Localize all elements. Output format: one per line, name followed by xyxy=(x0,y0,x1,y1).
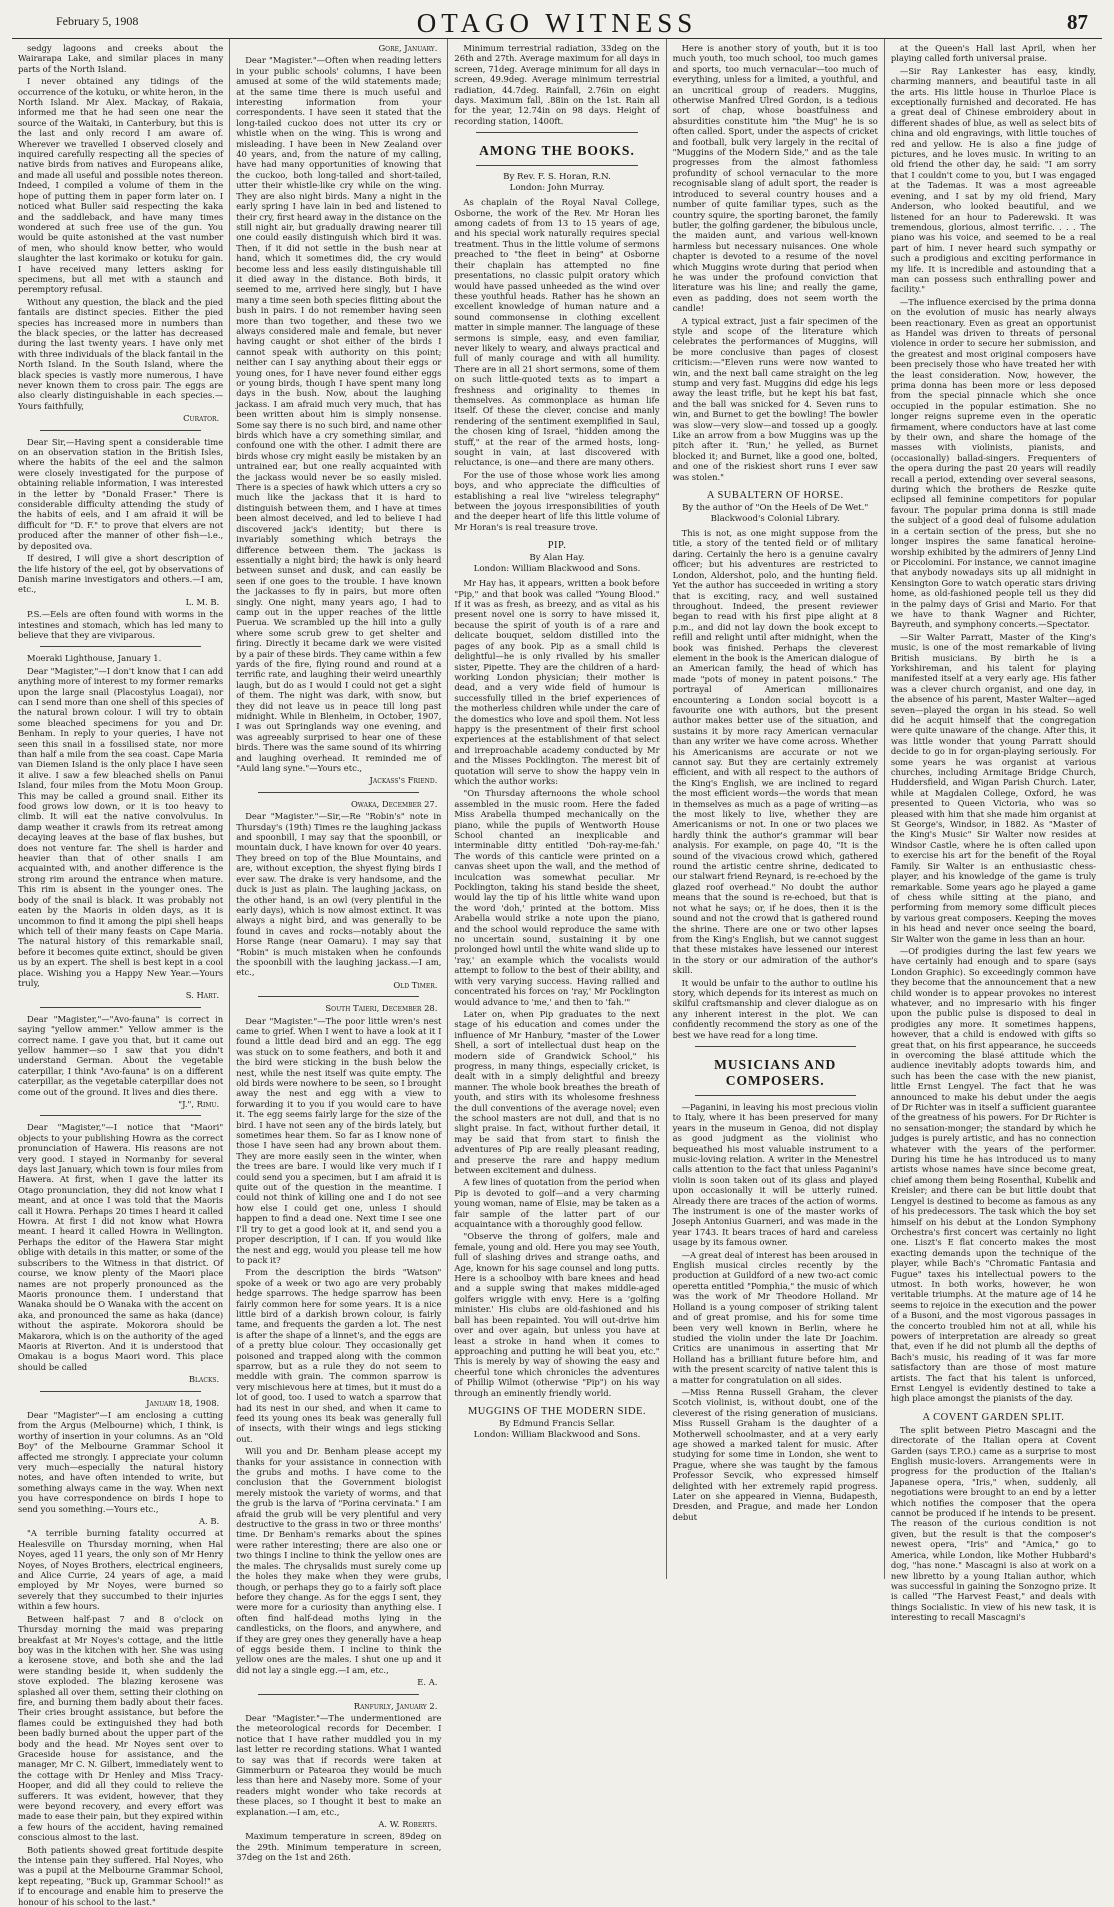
byline: By Rev. F. S. Horan, R.N. xyxy=(503,172,611,183)
divider-rule xyxy=(40,646,201,647)
divider-rule xyxy=(40,1391,201,1392)
page-number: 87 xyxy=(1067,10,1088,34)
signature: L. M. B. xyxy=(185,596,220,607)
column-1 xyxy=(12,39,230,1907)
paragraph: —Miss Renna Russell Graham, the clever Scotch violinist, is, without doubt, one of the cleverest of the rising generation of musicians. Miss Russell Graham is the daughter of a Motherwell schoolmaster, and at a very early age showed a marked talent for music. After studying for some time in London, she went to Prague, where she was taught by the famous Professor Sevcik, who expressed himself delighted with her extremely rapid progress. Later on she appeared in Vienna, Budapesth, Dresden, and Prague, and made her London debut xyxy=(672,1386,878,1522)
byline: By the author of "On the Heels of De Wet." xyxy=(682,503,869,514)
paragraph: —A great deal of interest has been aroused in English musical circles recently by the production at Guildford of a new two-act comic operetta entitled "Pomphia," the music of which was the work of Mr Theodore Holland. Mr Holland is a young composer of striking talent and of great promise, and his for some time been very well known in Berlin, where he studied the violin under the late Dr Joachim. Critics are unanimous in asserting that Mr Holland has a brilliant future before him, and with the present scarcity of native talent this is a matter for congratulation on all sides. xyxy=(672,1249,878,1385)
newspaper-title: OTAGO WITNESS xyxy=(416,8,698,38)
column-5 xyxy=(885,39,1102,1623)
review-title: MUGGINS OF THE MODERN SIDE. xyxy=(467,1405,647,1417)
paragraph: If desired, I will give a short description of the life history of the eel, got by observations of Danish marine investigators and others.—I am, etc., xyxy=(18,553,224,595)
column-2 xyxy=(230,39,448,1863)
paragraph: Dear "Magister,"—"Avo-fauna" is correct in saying "yellow ammer." Yellow ammer is the correct name. I gave you that, but it came out yellow hammer—so I saw that you didn't understand German. About the vegetable caterpillar, I think "Avo-fauna" is on a different caterpillar, as the vegetable caterpillar does not come out of the ground. It lives and dies there. xyxy=(18,1013,224,1097)
paragraph: For the use of those whose work lies among boys, and who appreciate the difficulties of establishing a real live "wireless telegraphy" between the joyous irresponsibilities of youth and the deeper heart of life this little volume of Mr Horan's is real treasure trove. xyxy=(454,469,660,532)
paragraph: From the description the birds "Watson" spoke of a week or two ago are very probably hedge sparrows. The hedge sparrow has been fairly common here for some years. It is a nice little bird of a darkish brown colour, is fairly tame, and frequents the garden a lot. The nest is after the shape of a linnet's, and the eggs are of a pretty blue colour. They occasionally get poisoned and trapped along with the common sparrow, but as a rule they do not seem to meddle with grain. The common sparrow is very mischievous here at times, but it must do a lot of good, too. I used to watch a sparrow that had its nest in our shed, and when it came to feed its young ones its beak was generally full of insects, with their wings and legs sticking out. xyxy=(236,1267,442,1444)
column-3 xyxy=(448,39,666,1579)
divider-rule xyxy=(40,1115,201,1116)
paragraph: Here is another story of youth, but it is too much youth, too much school, too much games and sports, too much vernacular—too much of everything, unless for a limited, a youthful, and an uncritical group of readers. Muggins, otherwise Manfred Ulred Gordon, is a tedious sort of chap, whose boastfulness and absurdities constitute him "the Mug" he is so often called. Sport, under the aspects of cricket and football, bulk very largely in the recital of "Muggins of the Modern Side," and as the tale progresses from the almost fathomless profundity of school vernacular to the more recognisable slang of adult sport, the reader is introduced to several country houses and a number of quite familiar types, such as the country squire, the sporting baronet, the family butler, the golfing gardener, the bibulous uncle, the maiden aunt, and various well-known harmless but necessary nuisances. One whole chapter is devoted to a resume of the novel which Muggins wrote during that period when he was under the profound conviction that literature was his line; and really the game, even as padding, does not seem worth the candle! xyxy=(672,43,878,314)
section-heading: MUSICIANS AND COMPOSERS. xyxy=(714,1056,837,1088)
section-heading: AMONG THE BOOKS. xyxy=(479,143,635,159)
publisher: London: John Murray. xyxy=(509,183,605,194)
signature: Jackass's Friend. xyxy=(369,775,438,786)
signature: A. B. xyxy=(199,1516,220,1527)
signature: A. W. Roberts. xyxy=(378,1819,438,1830)
dateline: Gore, January. xyxy=(378,43,438,53)
byline: By Alan Hay. xyxy=(529,553,585,564)
paragraph: Dear "Magister."—Sir,—Re "Robin's" note in Thursday's (19th) Times re the laughing jackass and spoonbill, I may say that the spoonbill, or mountain duck, I have known for over 40 years. They breed on top of the Blue Mountains, and are, without exception, the shyest flying birds I ever saw. The drake is very handsome, and the duck is just as plain. The laughing jackass, on the other hand, is an owl (very plentiful in the early days), which is now almost extinct. It was always a night bird, and was generally to be found in caves and rocks—notably about the Horse Range (near Oamaru). I may say that "Robin" is much mistaken when he confounds the spoonbill with the laughing jackass.—I am, etc., xyxy=(236,811,442,978)
masthead xyxy=(12,8,1102,39)
divider-rule xyxy=(476,132,637,133)
review-title: PIP. xyxy=(547,540,567,552)
paragraph: Maximum temperature in screen, 89deg on the 29th. Minimum temperature in screen, 37deg on the 1st and 26th. xyxy=(236,1831,442,1863)
paragraph: —Paganini, in leaving his most precious violin to Italy, where it has been preserved for many years in the museum in Genoa, did not display as good judgment as the violinist who bequeathed his most valuable instrument to a music-loving relation. A writer in the Menestrel calls attention to the fact that unless Paganini's violin is soon taken out of its glass and played upon occasionally it will be utterly ruined. Already there are traces of the action of worms. The instrument is one of the master works of Joseph Antonius Guarneri, and was made in the year 1743. It bears traces of hard and careless usage by its famous owner. xyxy=(672,1101,878,1248)
signature: Curator. xyxy=(183,413,220,424)
publisher: Blackwood's Colonial Library. xyxy=(710,514,840,525)
signature: "J.", Rimu. xyxy=(178,1099,220,1109)
divider-rule xyxy=(258,1694,419,1695)
paragraph: at the Queen's Hall last April, when her playing called forth universal praise. xyxy=(890,43,1097,64)
paragraph: Dear "Magister."—The poor little wren's nest came to grief. When I went to have a look at it I found a little dead bird and an egg. The egg was stuck on to some feathers, and both it and the bird were sticking in the bush below the nest, while the nest itself was quite empty. The old birds were nowhere to be seen, so I brought away the nest and egg with a view to forwarding it to you if you would care to have it. The egg seems fairly large for the size of the bird. I have not seen any of the birds lately, but sometimes hear them. So far as I know none of those I have seen had any brown about them. They are more easily seen in the winter, when the trees are bare. I would like very much if I could send you a specimen, but I am afraid it is quite out of the question in the meantime. I could not think of killing one and I do not see how else I could get one, unless I should happen to find a dead one. Next time I see one I'll try to get a good look at it, and send you a proper description, if I can. If you would like the nest and egg, would you please tell me how to pack it? xyxy=(236,1015,442,1265)
paragraph: sedgy lagoons and creeks about the Wairarapa Lake, and similar places in many parts of the North Island. xyxy=(18,43,224,74)
paragraph: I never obtained any tidings of the occurrence of the kotuku, or white heron, in the North Island. Mr Alex. Mackay, of Rakaia, informed me that he had seen one near the source of the Waitaki, in Canterbury, but this is the last and only record I am aware of. Wherever we travelled I observed closely and inquired carefully respecting all the species of native birds from natives and Europeans alike, and made all useful and possible notes thereon. Indeed, I compiled a volume of them in the hope of putting them in paper form later on. I noticed what Buller said respecting the kaka and the saddleback, and have many times wondered at such free use of the gun. You would be quite astonished at the vast number of men, who should know better, who would slaughter the last korimako or kotuku for gain. I have received many letters asking for specimens, but all met with a staunch and peremptory refusal. xyxy=(18,76,224,295)
signature: S. Hart. xyxy=(185,990,220,1001)
dateline: Ranfurly, January 2. xyxy=(353,1700,438,1711)
paragraph: "A terrible burning fatality occurred at Healesville on Thursday morning, when Hal Noyes, aged 11 years, the only son of Mr Henry Noyes, of Noyes Brothers, electrical engineers, and Alice Currie, 24 years of age, a maid employed by Mr Noyes, were burned so severely that they succumbed to their injuries within a few hours. xyxy=(18,1528,224,1612)
paragraph: A typical extract, just a fair specimen of the style and scope of the literature which celebrates the performances of Muggins, will be more conclusive than pages of closest criticism:—"Eleven runs were now wanted to win, and the next ball came straight on the leg stump and very fast. Muggins did edge his legs away the least trifle, but he kept his bat fast, and the ball was snicked for 4. Seven runs to win, and Burnet to get the bowling! The bowler was slow—very slow—and tossed up a googly. Like an arrow from a bow Muggins was up the pitch after it. 'Run,' he yelled, as Burnet blocked it; and Burnet, like a good one, bolted, and one of the riskiest short runs I ever saw was stolen." xyxy=(672,315,878,482)
divider-rule xyxy=(40,430,201,431)
paragraph: As chaplain of the Royal Naval College, Osborne, the work of the Rev. Mr Horan lies among cadets of from 13 to 15 years of age, and his special work naturally requires special treatment. Thus in the little volume of sermons preached to "the fleet in being" at Osborne their chaplain has attempted no fine presentations, no classic pulpit oratory which would have passed unheeded as the wind over these youthful heads. Rather has he shown an excellent knowledge of human nature and a sound commonsense in clothing excellent matter in simple manner. The language of these sermons is simple, easy, and even familiar, never likely to weary, and always practical and full of manly courage and with all humility. There are in all 21 short sermons, some of them on such little-quoted texts as to impart a freshness and originality to themes in themselves. As commonplace as human life itself. Of these the clever, concise and manly rendering of the sentiment exemplified in Saul, the chosen king of Israel, "hidden among the stuff," at the rear of the armed hosts, long-sought in vain, at last discovered with reluctance, is one—and there are many others. xyxy=(454,197,660,468)
divider-rule xyxy=(476,165,637,166)
paragraph: Later on, when Pip graduates to the next stage of his education and comes under the influence of Mr Hanbury, "master of the Lower Shell, a sort of intellectual dust heap on the modern side of Grandwick School," his progress, in many things, especially cricket, is dealt with in a simply delightful and breezy manner. The whole book breathes the breath of youth, and stirs with its wholesome freshness the dull conventions of the average novel; even the school masters are not dull, and that is no slight praise. In fact, without further detail, it may be said that from start to finish the adventures of Pip are really pleasant reading, and preserve the rare and happy medium between excitement and dulness. xyxy=(454,1008,660,1175)
dateline: January 18, 1908. xyxy=(146,1397,220,1408)
paragraph: Dear "Magister"—I am enclosing a cutting from the Argus (Melbourne) which, I think, is worthy of insertion in your columns. As an "Old Boy" of the Melbourne Grammar School it affected me strongly. I appreciate your column very much—especially the natural history notes, and have often intended to write, but something always came in the way. When next you have correspondence on birds I hope to send you something.—Yours etc., xyxy=(18,1409,224,1514)
paragraph: Both patients showed great fortitude despite the intense pain they suffered. Hal Noyes, who was a pupil at the Melbourne Grammar School, kept repeating, "Buck up, Grammar School!" as if to encourage and enable him to preserve the honour of his school to the last." xyxy=(18,1844,224,1907)
dateline: Owaka, December 27. xyxy=(350,798,438,809)
paragraph: It would be unfair to the author to outline his story, which depends for its interest as much on skilful craftsmanship and clever dialogue as on any inherent interest in the plot. We can confidently recommend the story as one of the best we have read for a long time. xyxy=(672,977,878,1040)
signature: E. A. xyxy=(417,1677,438,1688)
paragraph: Dear Sir,—Having spent a considerable time on an observation station in the British Isles, where the habits of the eel and the salmon were closely investigated for the purpose of obtaining reliable information, I was interested in the letter by "Donald Fraser." There is considerable difficulty attending the study of the habits of eels, and I am afraid it will be difficult for "D. F." to prove that elvers are not produced after the manner of other fish—i.e., by deposited ova. xyxy=(18,436,224,551)
paragraph: Dear "Magister."—The undermentioned are the meteorological records for December. I notice that I have rather muddled you in my last letter re recording stations. What I wanted to say was that if records were taken at Gimmerburn or Patearoa they would be much less than here and Naseby more. Some of your readers might wonder who take records at these places, so I thought it best to make an explanation.—I am, etc., xyxy=(236,1712,442,1817)
publisher: London: William Blackwood and Sons. xyxy=(473,1429,641,1440)
paragraph: P.S.—Eels are often found with worms in the intestines and stomach, which has led many to believe that they are viviparous. xyxy=(18,609,224,640)
paragraph: Dear "Magister."—Often when reading letters in your public schools' columns, I have been amused at some of the wild statements made; at the same time there is much useful and interesting information from your correspondents. I have seen it stated that the long-tailed cuckoo does not utter its cry or whistle when on the wing. This is wrong and misleading. I have been in New Zealand over 40 years, and, from the nature of my calling, have had many opportunities of knowing that the cuckoo, both long-tailed and short-tailed, utter their whistle-like cry while on the wing. They are also night birds. Many a night in the early spring I have lain in bed and listened to their cry, first heard away in the distance on the still night air, but gradually drawing nearer till one could easily distinguish which bird it was. Then, if it did not settle in the bush near at hand, which it sometimes did, the cry would become less and less easily distinguishable till it died away in the distance. Both birds, it seemed to me, arrived here singly, but I have many a time seen both species flitting about the bush in pairs. I do not remember having seen more than two together, and these two we always considered male and female, but never having caught or shot either of the birds I cannot speak with authority on this point; neither can I say anything about their eggs or young ones, for I have never found either eggs or young birds, though I have spent many long days in the bush. Now, about the laughing jackass. I am afraid much very much, that has been written about him is simply nonsense. Some say there is no such bird, and name other birds which have a cry something similar, and confound one with the other. I admit there are birds whose cry might easily be mistaken by an untrained ear, but one really acquainted with the jackass would never be so easily misled. There is a species of hawk which utters a cry so much like the jackass that it is hard to distinguish between them, and I have at times been almost deceived, and led to believe I had discovered jack's identity; but there is invariably something which betrays the difference between them. The jackass is essentially a night bird; the hawk is only heard between sunset and dusk, and can easily be seen if one goes to the trouble. I have known the jackasses to fly in pairs, but more often singly. One night, many years ago, I had to camp out in the upper reaches of the little Puerua. We scrambled up the hill into a gully where some scrub grew to get shelter and firing. Directly it became dark we were visited by a pair of these birds. They came within a few yards of the fire, flying round and round at a terrific rate, and laughing their weird unearthly laugh, but do as I would I could not get a sight of them. The night was dark, with snow, but they did not leave us in peace till long past midnight. While in Blenheim, in October, 1907, I was out Springlands way one evening, and was agreeably surprised to hear one of these birds. There was the same sound of its whirring and laughing overhead. It reminded me of "Auld lang syne."—Yours etc., xyxy=(236,55,442,774)
column-4 xyxy=(667,39,885,1579)
paragraph: "Observe the throng of golfers, male and female, young and old. Here you may see Youth, full of slashing drives and strange oaths, and Age, known for his sage counsel and long putts. Here is a schoolboy with bare knees and head and a supple swing that makes middle-aged golfers wriggle with envy. Here is a 'golfing minister.' His clubs are old-fashioned and his ball has been repainted. You will out-drive him over and over again, but unless you have at least a stroke in hand when it comes to approaching and putting he will beat you, etc." This is merely by way of showing the easy and cheerful tone which chronicles the adventures of Phillip Wilmot (otherwise "Pip") on his way through an eminently friendly world. xyxy=(454,1231,660,1398)
divider-rule xyxy=(258,996,419,997)
dateline: South Taieri, December 28. xyxy=(325,1003,438,1014)
paragraph: Without any question, the black and the pied fantails are distinct species. Either the pied species has increased more in numbers than the black species, or the latter has decreased during the last twenty years. I have only met with three individuals of the black fantail in the North Island. In the South Island, where the black species is vastly more numerous, I have never known them to cross pair. The eggs are also clearly distinguishable in each species.—Yours faithfully, xyxy=(18,296,224,411)
article-title: A COVENT GARDEN SPLIT. xyxy=(922,1411,1065,1423)
divider-rule xyxy=(695,1046,856,1047)
divider-rule xyxy=(258,792,419,793)
paragraph: Dear "Magister,"—I don't know that I can add anything more of interest to my former remarks upon the large snail (Placostylus Loagai), nor can I send more than one shell of this species of the natural brown colour. I will try to obtain some bleached specimens for you and Dr. Benham. In reply to your queries, I have not seen this snail in a fossilised state, nor more than half a mile from the sea coast. Cape Maria van Diemen Island is the only place I have seen it alive. I saw a few bleached shells on Panui Island, four miles from the Motu Moon Group. This may be called a ground snail. Either its food grows low down, or it is too heavy to climb. It will eat the native convolvulus. In damp weather it crawls from its retreat among decaying leaves at the base of flax bushes, but does not venture far. The shell is harder and heavier than that of other snails I am acquainted with, and another difference is the strong rim around the entrance when mature. This rim is absent in the younger ones. The body of the snail is black. It was probably not eaten by the Maoris in olden days, as it is uncommon to find it among the pipi shell heaps which tell of their many feasts on Cape Maria. The natural history of this remarkable snail, before it becomes quite extinct, should be given us by an expert. The shell is best kept in a cool place. Wishing you a Happy New Year.—Yours truly, xyxy=(18,665,224,988)
paragraph: Minimum terrestrial radiation, 33deg on the 26th and 27th. Average maximum for all days in screen, 71deg. Average minimum for all days in screen, 49.9deg. Average minimum terrestrial radiation, 44.7deg. Rainfall, 2.76in on eight days. Maximum fall, .88in on the 1st. Rain all for the year, 12.74in on 98 days. Height of recording station, 1400ft. xyxy=(454,43,660,126)
issue-date: February 5, 1908 xyxy=(56,14,139,28)
divider-rule xyxy=(695,1095,856,1096)
columns xyxy=(12,39,1102,1907)
publisher: London: William Blackwood and Sons. xyxy=(473,564,641,575)
paragraph: A few lines of quotation from the period when Pip is devoted to golf—and a very charming young woman, name of Elsie, may be taken as a fair sample of the latter part of our acquaintance with a thoroughly good fellow. xyxy=(454,1177,660,1230)
paragraph: —Sir Ray Lankester has easy, kindly, charming manners, and beautiful taste in all the arts. His little house in Thurloe Place is exceptionally furnished and decorated. He has a great deal of Chinese embroidery about in different shades of blue, as well as select bits of china and old engravings, with little touches of red and yellow. He is also a fine judge of pictures, and he loves music. In writing to an old friend the other day, he said: "I am sorry that I couldn't come to you, but I was engaged at the Tademas. It was a most agreeable evening, and I sat by my old friend, Mary Anderson, who looked beautiful, and we listened for an hour to Paderewski. It was tremendous, glorious, almost terrific. . . . The piano was his voice, and seemed to be a real part of him. I never heard such sympathy or such a prodigious and exciting performance in my life. It is incredible and astounding that a man can possess such enthralling power and facility." xyxy=(890,65,1097,295)
paragraph: "On Thursday afternoons the whole school assembled in the music room. Here the faded Miss Arabella thumped mechanically on the piano, while the pupils of Wentworth House School chanted an inexplicable and interminable ditty entitled 'Doh-ray-me-fah.' The words of this canticle were printed on a canvas sheet upon the wall, and the method of inculcation was somewhat peculiar. Mr Pocklington, taking his stand beside the sheet, would lay the tip of his little white wand upon the word 'doh,' printed at the bottom. Miss Arabella would strike a note upon the piano, and the school would reproduce the same with no uncertain sound, sustaining it by one prolonged howl until the white wand slide up to 'ray,' an example which the vocalists would attempt to follow to the best of their ability, and with very varying success. Having rallied and concentrated his forces on 'ray,' Mr Pocklington would advance to 'me,' and then to 'fah.'" xyxy=(454,788,660,1007)
paragraph: —The influence exercised by the prima donna on the evolution of music has nearly always been reactionary. Even as great an opportunist as Handel was driven to threats of personal violence in order to secure her submission, and the greatest and most original composers have been precisely those who have treated her with the least consideration. Now, however, the prima donna has been more or less deposed from the special pinnacle which she once occupied in the popular estimation. She no longer reigns supreme even in the operatic firmament, where conductors have at last come by their own, and share the homage of the masses with violinists, pianists, and (occasionally) ballad-singers. Frequenters of the opera during the past 20 years will readily recall a period, extending over several seasons, during which the brothers de Reszke quite eclipsed all feminine competitors for popular favour. The popular prima donna is still made the subject of a good deal of fulsome adulation in a certain section of the press, but she no longer inspires the same fanatical heroine-worship exhibited by the admirers of Jenny Lind or Piccolomini. For instance, we cannot imagine that anybody nowadays sits up all midnight in Kensington Gore to watch operatic stars driving home, as old-fashioned people tell us they did in the palmy days of Grisi and Mario. For that we have to thank Wagner and Richter, Bayreuth, and symphony concerts.—Spectator. xyxy=(890,296,1097,630)
dateline: Moeraki Lighthouse, January 1. xyxy=(27,653,162,664)
paragraph: Between half-past 7 and 8 o'clock on Thursday morning the maid was preparing breakfast at Mr Noyes's cottage, and the little boy was in the kitchen with her. She was using a kerosene stove, and both she and the lad were standing beside it, when suddenly the stove exploded. The blazing kerosene was splashed all over them, setting their clothing on fire, and burning them badly about their faces. Their cries brought assistance, but before the flames could be extinguished they had both been badly burned about the upper part of the body and the head. Mr Noyes sent over to Graceside house for assistance, and the manager, Mr C. N. Gilbert, immediately went to the cottage with Dr Henley and Miss Tracy-Hooper, and did all they could to relieve the sufferers. It was evident, however, that they were beyond recovery, and every effort was made to ease their pain, but they expired within a few hours of the accident, having remained conscious almost to the last. xyxy=(18,1613,224,1843)
paragraph: Dear "Magister,"—I notice that "Maori" objects to your publishing Howra as the correct pronunciation of Hawera. His reasons are not very good. I stayed in Normanby for several days last January, which town is four miles from Hawera. At first, when I gave the latter its Otago pronunciation, they did not know what I meant, and at once I was told that the Maoris call it Howra. Perhaps 20 times I heard it called Howra. At first I did not know what Howra meant. I heard it called Howra in Wellington. Perhaps the editor of the Hawera Star might oblige with details in this matter, or some of the subscribers to the Witness in that district. Of course, we know plenty of the Maori place names are not properly pronounced as the Maoris pronounce them. I understand that Wanaka should be O Wanaka with the accent on aka, and pronounced the same as haka (dance) without the aspirate. Mokorora should be Makarora, which is on the authority of the aged Maoris at Riverton. And it is understood that Omakau is a bogus Maori word. This place should be called xyxy=(18,1122,224,1372)
review-title: A SUBALTERN OF HORSE. xyxy=(706,490,844,502)
paragraph: This is not, as one might suppose from the title, a story of the tented field or of military daring. Certainly the hero is a genuine cavalry officer; but his adventures are restricted to London, Aldershot, polo, and the hunting field. Yet the author has succeeded in writing a story that is exciting, racy, and well sustained throughout. Indeed, the present reviewer began to read with his first pipe alight at 8 p.m., and did not lay down the book except to refill and relight until after midnight, when the book was finished. Perhaps the cleverest element in the book is the American dialogue of an American family, the head of which has made "pots of money in patent poisons." The portrayal of American millionaires encountering a London social boycott is a favourite one with authors, but the present author makes better use of the situation, and sustains it by more racy American vernacular than any writer we have come across. Whether his Americanisms are accurate or not we cannot say. But they are certainly extremely efficient, and with all respect to the authors of the King's English, we are inclined to regard the most efficient words—the words that mean in themselves as much as a page of writing—as the most likely to live, whether they are Americanisms or not. In one or two places we hardly think the author's grammar will bear analysis. For example, on page 40, "It is the sound of the vivacious crowd which, gathered round the artistic centre shrine, dedicated to our stalwart friend Reynard, is re-echoed by the glazed roof overhead." No doubt the author means that the sound is re-echoed, but that is not what he says; or, if he does, then it is the sound and not the crowd that is gathered round the shrine. There are one or two other lapses from the King's English, but we cannot suggest that these mistakes have lessened our interest in the story or our admiration of the author's skill. xyxy=(672,528,878,976)
paragraph: Mr Hay has, it appears, written a book before "Pip," and that book was called "Young Blood." If it was as fresh, as breezy, and as vital as his present novel one is sorry to have missed it, because the spirit of youth is of a rare and delicate bouquet, seldom distilled into the pages of any book. Pip as a small child is delightful—he is only rivalled by his smaller sister, Pipette. They are the children of a hard-working London physician; their mother is dead, and a very wide field of humour is successfully tilled in the brief experiences of the motherless children while under the care of the domestics who love and spoil them. Not less happy is the presentment of their first school experiences at the establishment of that select and irreproachable academy conducted by Mr and the Misses Pocklington. The merest bit of quotation will serve to show the happy vein in which the author works: xyxy=(454,578,660,786)
signature: Blacks. xyxy=(188,1374,220,1385)
signature: Old Timer. xyxy=(393,979,438,990)
byline: By Edmund Francis Sellar. xyxy=(498,1418,616,1429)
paragraph: The split between Pietro Mascagni and the directorate of the Italian opera at Covent Garden (says T.P.O.) came as a surprise to most English music-lovers. Arrangements were in progress for the production of the Italian's Japanese opera, "Iris," when, suddenly, all negotiations were brought to an end by a letter which notifies the composer that the opera cannot be produced if he intends to be present. The reason of the curious condition is not given, but the result is that the composer's newest opera, "Iris" and "Amica," go to America, while London, like Mother Hubbard's dog, "has none." Mascagni is also at work on a new libretto by a young Italian author, which was successful in gaining the Sonzogno prize. It is called "The Harvest Feast," and deals with things Socialistic. In view of his new task, it is interesting to recall Mascagni's xyxy=(890,1424,1097,1623)
paragraph: —Sir Walter Parratt, Master of the King's music, is one of the most remarkable of living British musicians. By birth he is a Yorkshireman, and his talent for playing manifested itself at a very early age. His father was a clever church organist, and one day, in the absence of his parent, Master Walter—aged seven—played the organ in his stead. So well did he acquit himself that the congregation were quite unaware of the change. After this, it was little wonder that young Parratt should decide to go in for organ-playing seriously. For some years he was organist at various churches, including Armitage Bridge Church, Huddersfield, and Wigan Parish Church. Later, while at Magdalen College, Oxford, he was presented to Queen Victoria, who was so pleased with him that she made him organist at St George's, Windsor, in 1882. As "Master of the King's Music" Sir Walter now resides at Windsor Castle, where he is often called upon to exercise his art for the benefit of the Royal Family. Sir Walter is an enthusiastic chess-player, and his knowledge of the game is truly remarkable. Some years ago he played a game of chess while sitting at the piano, and performing from memory some difficult pieces by various great composers. Keeping the moves in his head and never once seeing the board, Sir Walter won the game in less than an hour. xyxy=(890,631,1097,944)
divider-rule xyxy=(40,1007,201,1008)
paragraph: —Of prodigies during the last few years we have certainly had enough and to spare (says London Graphic). So exceedingly common have they become that the announcement that a new child wonder is to appear provokes no interest whatever, and no impresario with his finger upon the public pulse is disposed to deal in prodigies any more. It sometimes happens, however, that a child is endowed with gifts so great that, on his first appearance, he succeeds in overcoming the blasé attitude which the audience inevitably adopts towards him, and such has been the case with the new pianist, little Ernst Lengyel. The fact that he was announced to make his debut under the aegis of Dr Richter was in itself a sufficient guarantee of the greatness of his powers. For Dr Richter is no sensation-monger; the standard by which he judges is purely artistic, and has no connection whatever with the years of the performer. During his time he has introduced us to many artists whose names have since become great, chief among them being Rosenthal, Kubelik and Kreisler; and there can be but little doubt that Lengyel is destined to become as famous as any of his predecessors. The task which the boy set himself on his debut at the London Symphony Orchestra's first concert was certainly no light one. Liszt's E flat concerto makes the most exacting demands upon the technique of the player, while Bach's "Chromatic Fantasia and Fugue" taxes his intellectual powers to the utmost. In both works, however, he won veritable triumphs. At the mature age of 14 he seems to rejoice in the execution and the power of a Busoni, and the most vigorous passages in the concerto troubled him not at all, while his powers of interpretation are already so great that, even if he did not plumb all the depths of Bach's music, his reading of it was far more satisfactory than are those of most mature artists. The fact that his talent is unforced, Ernst Lengyel is evidently destined to take a high place amongst the pianists of the day. xyxy=(890,945,1097,1404)
paragraph: Will you and Dr. Benham please accept my thanks for your assistance in connection with the grubs and moths. I have come to the conclusion that the Government biologist merely mistook the variety of worms, and that the grub is the larva of "Porina cervinata." I am afraid the grub will be very plentiful and very destructive to the grass in two or three months' time. Dr Benham's remarks about the spines were rather interesting; there are also one or two things I incline to think the yellow ones are the males. The chrysalids must surely come up the holes they make when they were grubs, though, or perhaps they go to a fairly soft place before they change. As for the eggs I sent, they were more for a curiosity than anything else. I often find half-dead moths lying in the candlesticks, on the floors, and anywhere, and if they are grey ones they generally have a heap of eggs beside them. I incline to think the yellow ones are the males. I shut one up and it did not lay a single egg.—I am, etc., xyxy=(236,1446,442,1675)
